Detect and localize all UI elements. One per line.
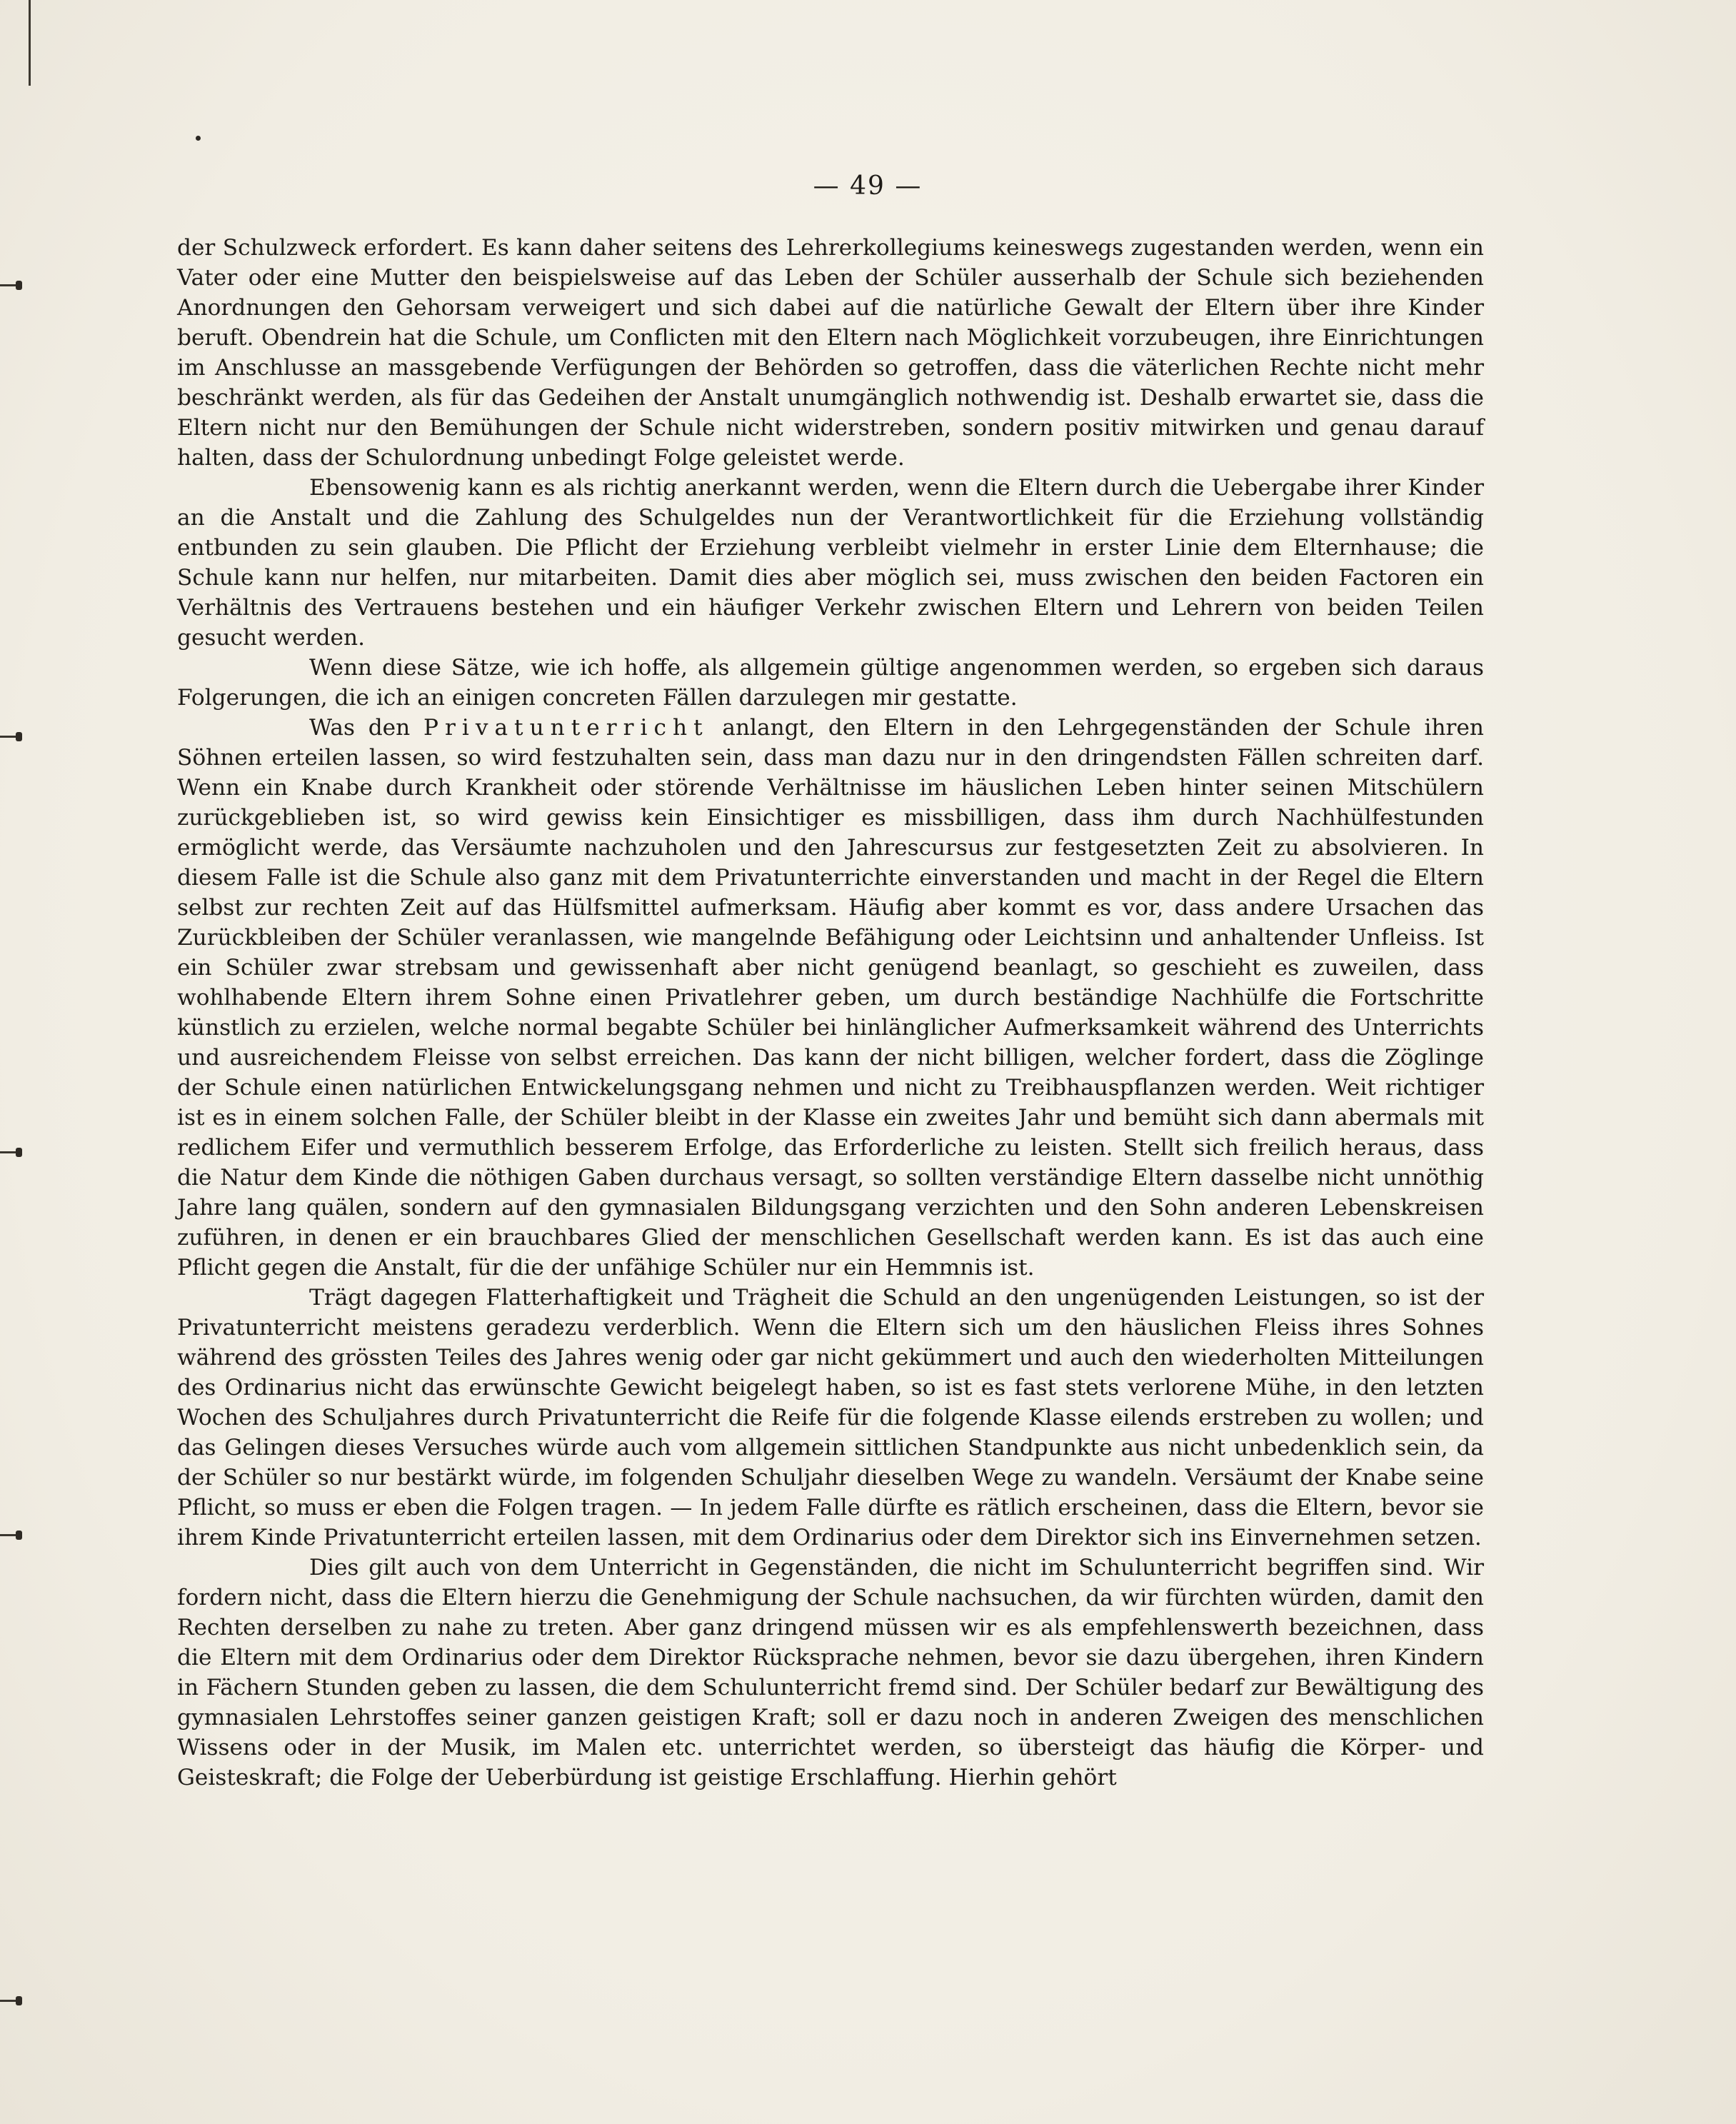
margin-tab-mark <box>0 736 17 738</box>
paragraph: Wenn diese Sätze, wie ich hoffe, als allgemein gültige angenommen werden, so ergeben sich daraus Folgerungen, die ich an einigen concreten Fällen darzulegen mir gestatte. <box>177 655 1484 711</box>
paragraph-continuation-text: anlangt, den Eltern in den Lehrgegenständen der Schule ihren Söhnen erteilen lassen, so wird festzuhalten sein, dass man dazu nur in den dringendsten Fällen schreiten darf. Wenn ein Knabe durch Krankheit oder störende Verhältnisse im häuslichen Leben hinter seinen Mitschülern zurückgeblieben ist, so wird gewiss kein Einsichtiger es missbilligen, dass ihm durch Nachhülfestunden ermöglicht werde, das Versäumte nachzuholen und den Jahrescursus zur festgesetzten Zeit zu absolvieren. In diesem Falle ist die Schule also ganz mit dem Privatunterrichte einverstanden und macht in der Regel die Eltern selbst zur rechten Zeit auf das Hülfsmittel aufmerksam. Häufig aber kommt es vor, dass andere Ursachen das Zurückbleiben der Schüler veranlassen, wie mangelnde Befähigung oder Leichtsinn und anhaltender Unfleiss. Ist ein Schüler zwar strebsam und gewissenhaft aber nicht genügend beanlagt, so geschieht es zuweilen, dass wohlhabende Eltern ihrem Sohne einen Privatlehrer geben, um durch beständige Nachhülfe die Fortschritte künstlich zu erzielen, welche normal begabte Schüler bei hinlänglicher Aufmerksamkeit während des Unterrichts und ausreichendem Fleisse von selbst erreichen. Das kann der nicht billigen, welcher fordert, dass die Zöglinge der Schule einen natürlichen Entwickelungsgang nehmen und nicht zu Treibhauspflanzen werden. Weit richtiger ist es in einem solchen Falle, der Schüler bleibt in der Klasse ein zweites Jahr und bemüht sich dann abermals mit redlichem Eifer und vermuthlich besserem Erfolge, das Erforderliche zu leisten. Stellt sich freilich heraus, dass die Natur dem Kinde die nöthigen Gaben durchaus versagt, so sollten verständige Eltern dasselbe nicht unnöthig Jahre lang quälen, sondern auf den gymnasialen Bildungsgang verzichten und den Sohn anderen Lebenskreisen zuführen, in denen er ein brauchbares Glied der menschlichen Gesellschaft werden kann. Es ist das auch eine Pflicht gegen die Anstalt, für die der unfähige Schüler nur ein Hemmnis ist. <box>177 715 1484 1281</box>
page-number: — 49 — <box>813 171 923 201</box>
paragraph-lead-text: Was den <box>309 715 423 741</box>
edge-tick-mark <box>29 0 31 86</box>
margin-tab-mark <box>0 284 17 286</box>
paragraph: Dies gilt auch von dem Unterricht in Gegenständen, die nicht im Schulunterricht begriffen sind. Wir fordern nicht, dass die Eltern hierzu die Genehmigung der Schule nachsuchen, da wir fürchten würden, damit den Rechten derselben zu nahe zu treten. Aber ganz dringend müssen wir es als empfehlenswerth bezeichnen, dass die Eltern mit dem Ordinarius oder dem Direktor Rücksprache nehmen, bevor sie dazu übergehen, ihren Kindern in Fächern Stunden geben zu lassen, die dem Schulunterricht fremd sind. Der Schüler bedarf zur Bewältigung des gymnasialen Lehrstoffes seiner ganzen geistigen Kraft; soll er dazu noch in anderen Zweigen des menschlichen Wissens oder in der Musik, im Malen etc. unterrichtet werden, so übersteigt das häufig die Körper- und Geisteskraft; die Folge der Ueberbürdung ist geistige Erschlaffung. Hierhin gehört <box>177 1555 1484 1790</box>
paragraph: Ebensowenig kann es als richtig anerkannt werden, wenn die Eltern durch die Uebergabe ihrer Kinder an die Anstalt und die Zahlung des Schulgeldes nun der Verantwortlichkeit für die Erziehung vollständig entbunden zu sein glauben. Die Pflicht der Erziehung verbleibt vielmehr in erster Linie dem Elternhause; die Schule kann nur helfen, nur mitarbeiten. Damit dies aber möglich sei, muss zwischen den beiden Factoren ein Verhältnis des Vertrauens bestehen und ein häufiger Verkehr zwischen Eltern und Lehrern von beiden Teilen gesucht werden. <box>177 475 1484 651</box>
body-text <box>177 233 1484 1793</box>
margin-tab-mark <box>0 1534 17 1536</box>
paragraph: der Schulzweck erfordert. Es kann daher seitens des Lehrerkollegiums keineswegs zugestanden werden, wenn ein Vater oder eine Mutter den beispielsweise auf das Leben der Schüler ausserhalb der Schule sich beziehenden Anordnungen den Gehorsam verweigert und sich dabei auf die natürliche Gewalt der Eltern über ihre Kinder beruft. Obendrein hat die Schule, um Conflicten mit den Eltern nach Möglichkeit vorzubeugen, ihre Einrichtungen im Anschlusse an massgebende Verfügungen der Behörden so getroffen, dass die väterlichen Rechte nicht mehr beschränkt werden, als für das Gedeihen der Anstalt unumgänglich nothwendig ist. Deshalb erwartet sie, dass die Eltern nicht nur den Bemühungen der Schule nicht widerstreben, sondern positiv mitwirken und genau darauf halten, dass der Schulordnung unbedingt Folge geleistet werde. <box>177 235 1484 471</box>
paragraph: Trägt dagegen Flatterhaftigkeit und Trägheit die Schuld an den ungenügenden Leistungen, so ist der Privatunterricht meistens geradezu verderblich. Wenn die Eltern sich um den häuslichen Fleiss ihres Sohnes während des grössten Teiles des Jahres wenig oder gar nicht gekümmert und auch den wiederholten Mitteilungen des Ordinarius nicht das erwünschte Gewicht beigelegt haben, so ist es fast stets verlorene Mühe, in den letzten Wochen des Schuljahres durch Privatunterricht die Reife für die folgende Klasse eilends erstreben zu wollen; und das Gelingen dieses Versuches würde auch vom allgemein sittlichen Standpunkte aus nicht unbedenklich sein, da der Schüler so nur bestärkt würde, im folgenden Schuljahr dieselben Wege zu wandeln. Versäumt der Knabe seine Pflicht, so muss er eben die Folgen tragen. — In jedem Falle dürfte es rätlich erscheinen, dass die Eltern, bevor sie ihrem Kinde Privatunterricht erteilen lassen, mit dem Ordinarius oder dem Direktor sich ins Einvernehmen setzen. <box>177 1285 1484 1551</box>
emphasized-term: Privatunterricht <box>423 715 709 741</box>
margin-tab-mark <box>0 2000 17 2002</box>
paragraph <box>177 713 1484 1283</box>
margin-tab-mark <box>0 1151 17 1153</box>
scan-speck <box>196 136 201 141</box>
